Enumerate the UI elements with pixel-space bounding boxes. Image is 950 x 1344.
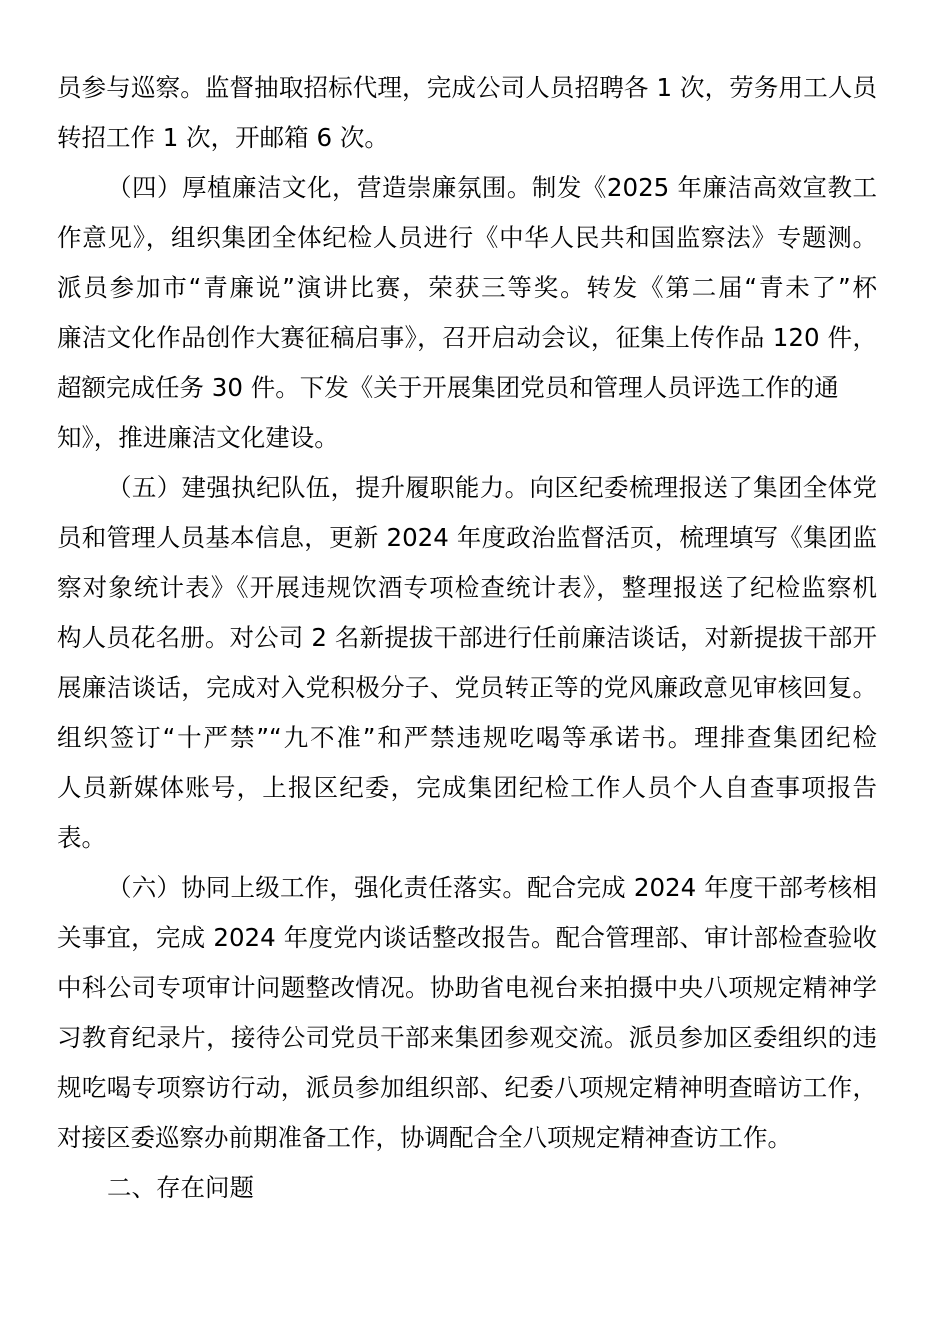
- section-6-heading-line: （六）协同上级工作，强化责任落实。配合完成 2024 年度干部考核相: [107, 873, 877, 902]
- text-line: 中科公司专项审计问题整改情况。协助省电视台来拍摄中央八项规定精神学: [57, 973, 877, 1002]
- section-5-heading-line: （五）建强执纪队伍，提升履职能力。向区纪委梳理报送了集团全体党: [107, 473, 877, 502]
- text-line: 员和管理人员基本信息，更新 2024 年度政治监督活页，梳理填写《集团监: [57, 523, 877, 552]
- text-line: 廉洁文化作品创作大赛征稿启事》，召开启动会议，征集上传作品 120 件，: [57, 323, 877, 352]
- text-line: 对接区委巡察办前期准备工作，协调配合全八项规定精神查访工作。: [57, 1123, 792, 1152]
- text-line: 知》，推进廉洁文化建设。: [57, 423, 339, 452]
- text-line: 作意见》，组织集团全体纪检人员进行《中华人民共和国监察法》专题测。: [57, 223, 877, 252]
- text-line: 员参与巡察。监督抽取招标代理，完成公司人员招聘各 1 次，劳务用工人员: [57, 73, 877, 102]
- text-line: 人员新媒体账号，上报区纪委，完成集团纪检工作人员个人自查事项报告: [57, 773, 877, 802]
- text-line: 习教育纪录片，接待公司党员干部来集团参观交流。派员参加区委组织的违: [57, 1023, 877, 1052]
- text-line: 转招工作 1 次，开邮箱 6 次。: [57, 123, 389, 152]
- section-heading-problems: 二、存在问题: [107, 1173, 254, 1202]
- text-line: 表。: [57, 823, 106, 852]
- text-line: 超额完成任务 30 件。下发《关于开展集团党员和管理人员评选工作的通: [57, 373, 839, 402]
- section-4-heading-line: （四）厚植廉洁文化，营造崇廉氛围。制发《2025 年廉洁高效宣教工: [107, 173, 877, 202]
- text-line: 派员参加市“青廉说”演讲比赛，荣获三等奖。转发《第二届“青未了”杯: [57, 273, 877, 302]
- text-line: 展廉洁谈话，完成对入党积极分子、党员转正等的党风廉政意见审核回复。: [57, 673, 877, 702]
- text-line: 构人员花名册。对公司 2 名新提拔干部进行任前廉洁谈话，对新提拔干部开: [57, 623, 877, 652]
- text-line: 组织签订“十严禁”“九不准”和严禁违规吃喝等承诺书。理排查集团纪检: [57, 723, 877, 752]
- text-line: 规吃喝专项察访行动，派员参加组织部、纪委八项规定精神明查暗访工作，: [57, 1073, 877, 1102]
- text-line: 关事宜，完成 2024 年度党内谈话整改报告。配合管理部、审计部检查验收: [57, 923, 877, 952]
- text-line: 察对象统计表》《开展违规饮酒专项检查统计表》，整理报送了纪检监察机: [57, 573, 877, 602]
